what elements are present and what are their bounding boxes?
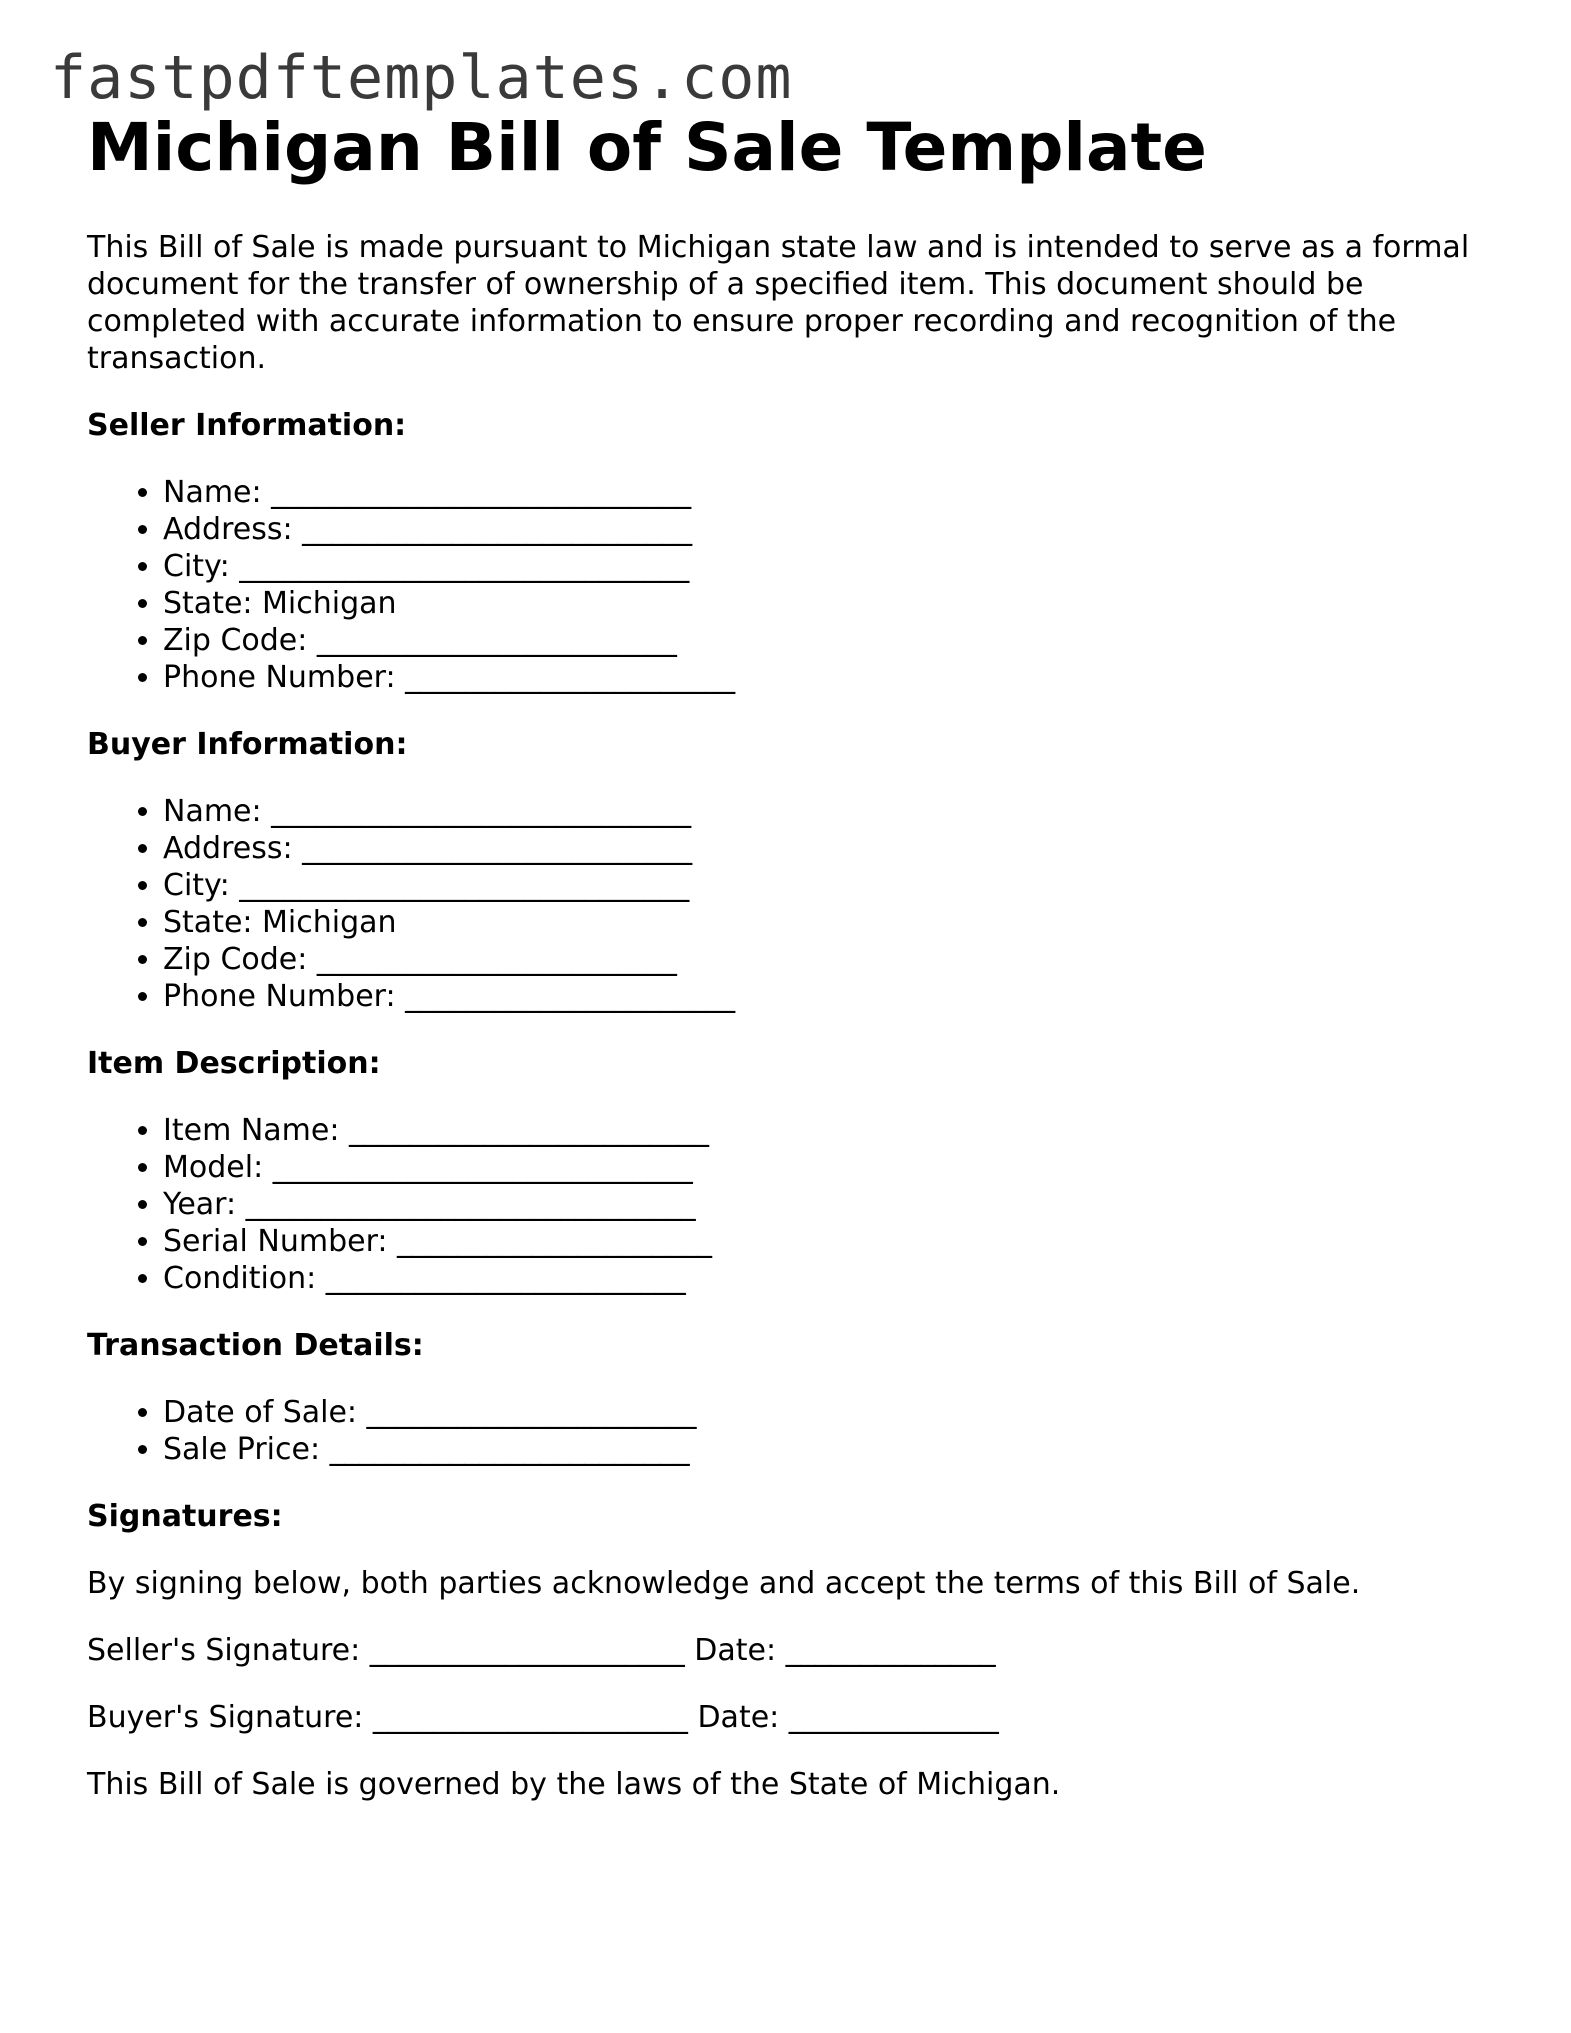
seller-phone-field[interactable]: • Phone Number: ______________________: [163, 659, 1507, 696]
seller-signature-line[interactable]: Seller's Signature: _____________________ Date: ______________: [87, 1632, 996, 1668]
buyer-heading: Buyer Information:: [87, 726, 408, 762]
signatures-heading: Signatures:: [87, 1498, 283, 1534]
seller-heading: Seller Information:: [87, 407, 407, 443]
buyer-list: [87, 793, 1507, 1015]
item-serial-field[interactable]: • Serial Number: _____________________: [163, 1223, 1507, 1260]
seller-zip-field[interactable]: • Zip Code: ________________________: [163, 622, 1507, 659]
buyer-city-field[interactable]: • City: ______________________________: [163, 867, 1507, 904]
seller-city-field[interactable]: • City: ______________________________: [163, 548, 1507, 585]
item-name-field[interactable]: • Item Name: ________________________: [163, 1112, 1507, 1149]
sale-date-field[interactable]: • Date of Sale: ______________________: [163, 1394, 1507, 1431]
intro-paragraph: This Bill of Sale is made pursuant to Michigan state law and is intended to serve as a formal document for the transfer of ownership of a specified item. This document should be completed with accurate information to ensure proper recording and recognition of the transaction.: [87, 229, 1470, 376]
buyer-zip-field[interactable]: • Zip Code: ________________________: [163, 941, 1507, 978]
seller-list: [87, 474, 1507, 696]
item-heading: Item Description:: [87, 1045, 381, 1081]
seller-name-field[interactable]: • Name: ____________________________: [163, 474, 1507, 511]
transaction-heading: Transaction Details:: [87, 1327, 424, 1363]
page-title: Michigan Bill of Sale Template: [87, 109, 1207, 186]
document-body: [87, 109, 1507, 1803]
item-model-field[interactable]: • Model: ____________________________: [163, 1149, 1507, 1186]
sale-price-field[interactable]: • Sale Price: ________________________: [163, 1431, 1507, 1468]
buyer-address-field[interactable]: • Address: __________________________: [163, 830, 1507, 867]
watermark: fastpdftemplates.com: [50, 43, 793, 113]
item-year-field[interactable]: • Year: ______________________________: [163, 1186, 1507, 1223]
item-list: [87, 1112, 1507, 1297]
buyer-signature-line[interactable]: Buyer's Signature: _____________________ Date: ______________: [87, 1699, 999, 1735]
buyer-state-field: • State: Michigan: [163, 904, 1507, 941]
acknowledge-text: By signing below, both parties acknowledge and accept the terms of this Bill of Sale.: [87, 1565, 1361, 1601]
buyer-phone-field[interactable]: • Phone Number: ______________________: [163, 978, 1507, 1015]
seller-address-field[interactable]: • Address: __________________________: [163, 511, 1507, 548]
governed-text: This Bill of Sale is governed by the laws of the State of Michigan.: [87, 1766, 1061, 1802]
buyer-name-field[interactable]: • Name: ____________________________: [163, 793, 1507, 830]
transaction-list: [87, 1394, 1507, 1468]
item-condition-field[interactable]: • Condition: ________________________: [163, 1260, 1507, 1297]
seller-state-field: • State: Michigan: [163, 585, 1507, 622]
